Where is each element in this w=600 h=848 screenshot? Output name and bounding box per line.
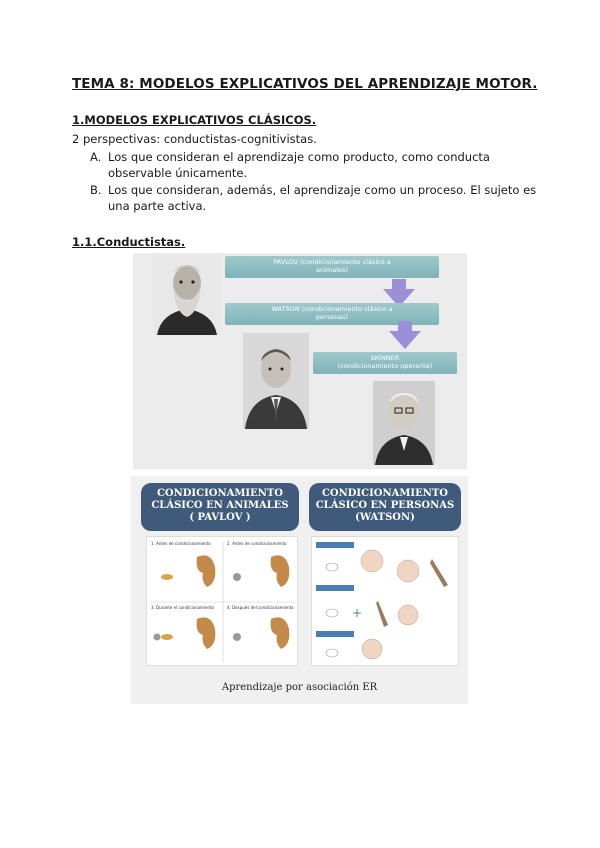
pavlov-photo (153, 255, 221, 335)
skinner-bar-line2: (condicionamiento operante) (337, 362, 433, 370)
list-marker: B. (90, 183, 102, 197)
pavlov-bar (225, 256, 439, 278)
banner-animales-line1: CONDICIONAMIENTO (156, 488, 284, 499)
step-label: 3. Durante el condicionamiento (151, 605, 215, 610)
figure-caption: Aprendizaje por asociación ER (221, 682, 378, 693)
list-text: Los que consideran el aprendizaje como producto, como conducta observable únicamente. (108, 150, 490, 180)
banner-personas-line1: CONDICIONAMIENTO (321, 488, 449, 499)
list-text: Los que consideran, además, el aprendizaje como un proceso. El sujeto es una parte activa. (108, 183, 537, 213)
step-label: 1. Antes de condicionamiento (151, 541, 211, 546)
section-heading-classic-models: 1.MODELOS EXPLICATIVOS CLÁSICOS. (72, 113, 317, 127)
watson-photo (243, 333, 309, 429)
pavlov-bar-line2: animales) (316, 266, 348, 274)
banner-animales (141, 483, 299, 531)
down-arrow-icon (389, 331, 421, 349)
list-marker: A. (90, 150, 102, 164)
perspectives-intro: 2 perspectivas: conductistas-cognitivistas. (72, 132, 317, 146)
skinner-bar (313, 352, 457, 374)
skinner-photo (373, 381, 435, 465)
step-label: 4. Después del condicionamiento (227, 605, 294, 610)
banner-personas-line3: (WATSON) (355, 512, 415, 523)
banner-animales-line3: ( PAVLOV ) (189, 512, 251, 523)
list-item (90, 149, 548, 181)
pavlov-bar-line1: PAVLOV (condicionamiento clásico a (273, 258, 391, 266)
skinner-bar-line1: SKINNER (370, 354, 400, 362)
classical-conditioning-figure (131, 476, 468, 704)
svg-text:+: + (352, 606, 363, 620)
pavlov-steps-panel (146, 536, 298, 666)
banner-personas (309, 483, 461, 531)
banner-animales-line2: CLÁSICO EN ANIMALES (151, 500, 289, 511)
watson-bar-line1: WATSON (condicionamiento clásico a (271, 305, 393, 313)
step-label: 2. Antes de condicionamiento (227, 541, 287, 546)
document-title: TEMA 8: MODELOS EXPLICATIVOS DEL APRENDIZAJE MOTOR. (72, 76, 538, 92)
watson-steps-panel (311, 536, 459, 666)
list-item (90, 182, 548, 214)
banner-personas-line2: CLÁSICO EN PERSONAS (315, 500, 455, 511)
watson-bar-line2: personas) (315, 313, 349, 321)
conductistas-diagram (133, 253, 467, 469)
section-heading-conductistas: 1.1.Conductistas. (72, 235, 186, 249)
